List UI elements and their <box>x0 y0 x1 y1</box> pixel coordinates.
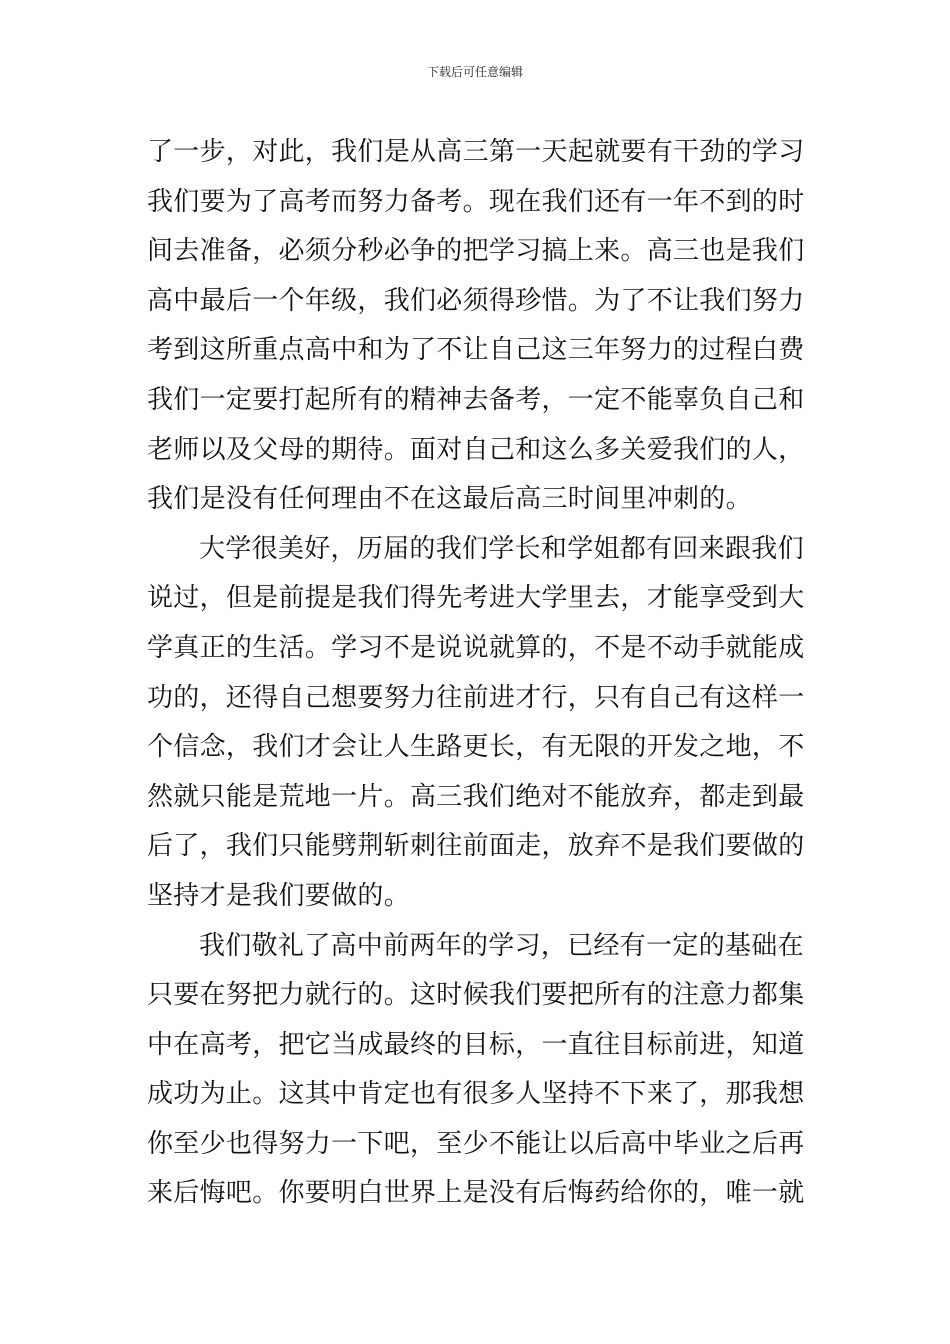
text-line: 我们敬礼了高中前两年的学习，已经有一定的基础在 <box>199 930 804 961</box>
text-line: 间去准备，必须分秒必争的把学习搞上来。高三也是我们 <box>147 236 805 267</box>
paragraph-3 <box>147 922 807 1220</box>
text-line: 说过，但是前提是我们得先考进大学里去，才能享受到大 <box>147 583 805 614</box>
text-line: 你至少也得努力一下吧，至少不能让以后高中毕业之后再 <box>147 1128 805 1159</box>
text-line: 中在高考，把它当成最终的目标，一直往目标前进，知道 <box>147 1029 805 1060</box>
text-line: 个信念，我们才会让人生路更长，有无限的开发之地，不 <box>147 732 805 763</box>
text-line: 考到这所重点高中和为了不让自己这三年努力的过程白费 <box>147 335 805 366</box>
text-line: 我们是没有任何理由不在这最后高三时间里冲刺的。 <box>147 484 752 515</box>
text-line: 大学很美好，历届的我们学长和学姐都有回来跟我们 <box>199 533 804 564</box>
text-line: 然就只能是荒地一片。高三我们绝对不能放弃，都走到最 <box>147 781 805 812</box>
text-line: 高中最后一个年级，我们必须得珍惜。为了不让我们努力 <box>147 285 805 316</box>
text-line: 老师以及父母的期待。面对自己和这么多关爱我们的人， <box>147 434 805 465</box>
text-line: 成功为止。这其中肯定也有很多人坚持不下来了，那我想 <box>147 1079 805 1110</box>
paragraph-2 <box>147 525 807 922</box>
text-line: 后了，我们只能劈荆斩刺往前面走，放弃不是我们要做的 <box>147 831 805 862</box>
text-line: 我们一定要打起所有的精神去备考，一定不能辜负自己和 <box>147 384 805 415</box>
text-line: 坚持才是我们要做的。 <box>147 880 411 911</box>
document-body <box>147 128 807 1219</box>
text-line: 学真正的生活。学习不是说说就算的，不是不动手就能成 <box>147 632 805 663</box>
paragraph-1 <box>147 128 807 525</box>
text-line: 了一步，对此，我们是从高三第一天起就要有干劲的学习 <box>147 137 805 167</box>
text-line: 功的，还得自己想要努力往前进才行，只有自己有这样一 <box>147 682 805 713</box>
text-line: 我们要为了高考而努力备考。现在我们还有一年不到的时 <box>147 186 805 217</box>
text-line: 来后悔吧。你要明白世界上是没有后悔药给你的，唯一就 <box>147 1178 805 1209</box>
page-header: 下载后可任意编辑 <box>426 65 523 79</box>
text-line: 只要在努把力就行的。这时候我们要把所有的注意力都集 <box>147 980 805 1011</box>
